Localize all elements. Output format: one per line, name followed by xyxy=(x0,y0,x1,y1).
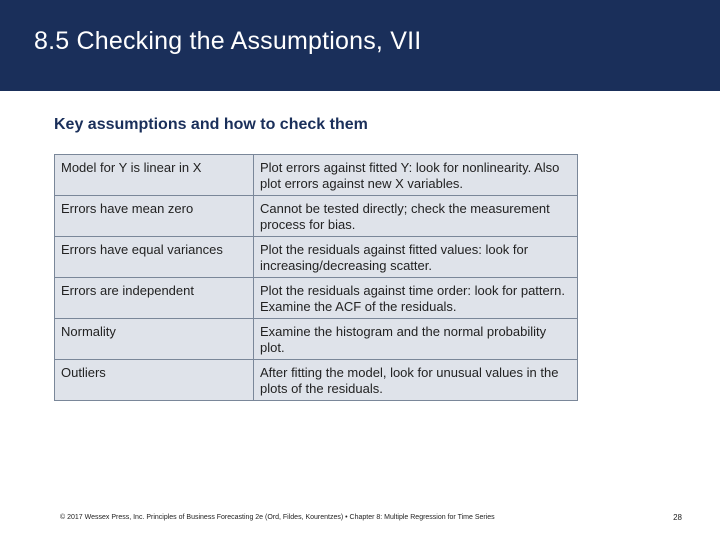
copyright-footer: © 2017 Wessex Press, Inc. Principles of Business Forecasting 2e (Ord, Fildes, Kourentzes) • Chapter 8: Multiple Regression for Time Series xyxy=(60,514,495,521)
check-cell: Plot the residuals against time order: look for pattern. Examine the ACF of the residuals. xyxy=(254,278,578,319)
assumption-cell: Outliers xyxy=(55,360,254,401)
check-cell: Plot the residuals against fitted values: look for increasing/decreasing scatter. xyxy=(254,237,578,278)
assumption-cell: Errors have mean zero xyxy=(55,196,254,237)
table-row xyxy=(55,360,578,401)
title-bar xyxy=(0,0,720,91)
check-cell: Cannot be tested directly; check the measurement process for bias. xyxy=(254,196,578,237)
table-row xyxy=(55,196,578,237)
assumption-cell: Normality xyxy=(55,319,254,360)
assumptions-table xyxy=(54,154,578,401)
table-row xyxy=(55,278,578,319)
table-heading: Key assumptions and how to check them xyxy=(54,116,368,133)
assumption-cell: Model for Y is linear in X xyxy=(55,155,254,196)
slide-title: 8.5 Checking the Assumptions, VII xyxy=(34,27,422,55)
assumption-cell: Errors have equal variances xyxy=(55,237,254,278)
assumption-cell: Errors are independent xyxy=(55,278,254,319)
page-number: 28 xyxy=(673,513,682,522)
table-row xyxy=(55,155,578,196)
table-row xyxy=(55,237,578,278)
check-cell: Examine the histogram and the normal probability plot. xyxy=(254,319,578,360)
check-cell: After fitting the model, look for unusual values in the plots of the residuals. xyxy=(254,360,578,401)
check-cell: Plot errors against fitted Y: look for nonlinearity. Also plot errors against new X variables. xyxy=(254,155,578,196)
table-row xyxy=(55,319,578,360)
